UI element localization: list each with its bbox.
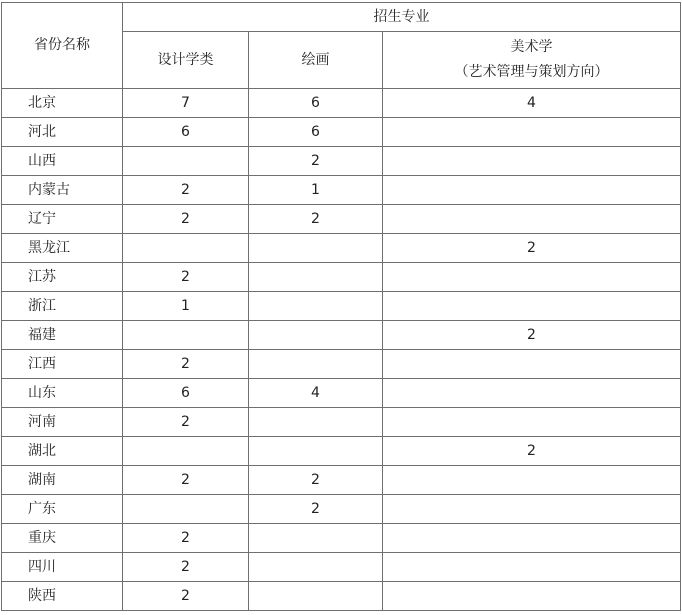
cell-art bbox=[383, 350, 681, 379]
cell-art bbox=[383, 408, 681, 437]
cell-art bbox=[383, 553, 681, 582]
cell-art: 4 bbox=[383, 89, 681, 118]
cell-painting bbox=[249, 553, 383, 582]
table-row bbox=[2, 321, 681, 350]
header-design: 设计学类 bbox=[123, 32, 249, 89]
cell-art bbox=[383, 118, 681, 147]
header-province: 省份名称 bbox=[2, 3, 123, 89]
cell-art: 2 bbox=[383, 234, 681, 263]
table-row bbox=[2, 292, 681, 321]
cell-design bbox=[123, 147, 249, 176]
cell-province: 四川 bbox=[2, 553, 123, 582]
header-art-line2: （艺术管理与策划方向） bbox=[454, 64, 609, 80]
cell-design bbox=[123, 437, 249, 466]
cell-province: 重庆 bbox=[2, 524, 123, 553]
cell-painting bbox=[249, 292, 383, 321]
header-painting: 绘画 bbox=[249, 32, 383, 89]
table-row bbox=[2, 408, 681, 437]
cell-design: 2 bbox=[123, 553, 249, 582]
cell-design bbox=[123, 495, 249, 524]
cell-art bbox=[383, 495, 681, 524]
header-row-top bbox=[2, 3, 681, 32]
cell-art bbox=[383, 147, 681, 176]
cell-painting: 2 bbox=[249, 147, 383, 176]
cell-province: 福建 bbox=[2, 321, 123, 350]
table-row bbox=[2, 176, 681, 205]
table-row bbox=[2, 205, 681, 234]
cell-art bbox=[383, 524, 681, 553]
table-row bbox=[2, 466, 681, 495]
table-row bbox=[2, 263, 681, 292]
cell-painting bbox=[249, 524, 383, 553]
cell-art bbox=[383, 292, 681, 321]
cell-painting: 2 bbox=[249, 205, 383, 234]
cell-design: 6 bbox=[123, 118, 249, 147]
enrollment-quota-table bbox=[1, 2, 681, 611]
cell-province: 黑龙江 bbox=[2, 234, 123, 263]
cell-painting: 6 bbox=[249, 89, 383, 118]
table-row bbox=[2, 379, 681, 408]
cell-painting bbox=[249, 582, 383, 611]
cell-design: 2 bbox=[123, 582, 249, 611]
cell-art: 2 bbox=[383, 321, 681, 350]
cell-painting bbox=[249, 408, 383, 437]
table-row bbox=[2, 582, 681, 611]
cell-design: 2 bbox=[123, 408, 249, 437]
cell-painting bbox=[249, 321, 383, 350]
cell-painting bbox=[249, 234, 383, 263]
table-row bbox=[2, 524, 681, 553]
cell-province: 河南 bbox=[2, 408, 123, 437]
table-row bbox=[2, 495, 681, 524]
table-row bbox=[2, 89, 681, 118]
table-row bbox=[2, 234, 681, 263]
cell-province: 江西 bbox=[2, 350, 123, 379]
cell-province: 江苏 bbox=[2, 263, 123, 292]
cell-province: 山西 bbox=[2, 147, 123, 176]
table-row bbox=[2, 437, 681, 466]
cell-art: 2 bbox=[383, 437, 681, 466]
cell-province: 辽宁 bbox=[2, 205, 123, 234]
cell-design: 7 bbox=[123, 89, 249, 118]
cell-design bbox=[123, 321, 249, 350]
cell-painting: 1 bbox=[249, 176, 383, 205]
cell-design bbox=[123, 234, 249, 263]
cell-design: 1 bbox=[123, 292, 249, 321]
cell-art bbox=[383, 466, 681, 495]
cell-province: 山东 bbox=[2, 379, 123, 408]
cell-province: 湖北 bbox=[2, 437, 123, 466]
cell-painting: 4 bbox=[249, 379, 383, 408]
table-row bbox=[2, 118, 681, 147]
cell-art bbox=[383, 582, 681, 611]
cell-design: 2 bbox=[123, 466, 249, 495]
cell-design: 2 bbox=[123, 263, 249, 292]
cell-painting: 2 bbox=[249, 495, 383, 524]
cell-art bbox=[383, 205, 681, 234]
cell-art bbox=[383, 379, 681, 408]
table-row bbox=[2, 553, 681, 582]
table-body bbox=[2, 89, 681, 611]
cell-province: 内蒙古 bbox=[2, 176, 123, 205]
cell-painting: 6 bbox=[249, 118, 383, 147]
cell-province: 浙江 bbox=[2, 292, 123, 321]
header-art-line1: 美术学 bbox=[510, 39, 553, 56]
cell-painting bbox=[249, 437, 383, 466]
cell-art bbox=[383, 263, 681, 292]
cell-province: 河北 bbox=[2, 118, 123, 147]
cell-design: 2 bbox=[123, 176, 249, 205]
cell-painting: 2 bbox=[249, 466, 383, 495]
cell-province: 湖南 bbox=[2, 466, 123, 495]
table-header bbox=[2, 3, 681, 89]
cell-design: 2 bbox=[123, 524, 249, 553]
cell-art bbox=[383, 176, 681, 205]
cell-design: 2 bbox=[123, 350, 249, 379]
cell-province: 广东 bbox=[2, 495, 123, 524]
cell-painting bbox=[249, 263, 383, 292]
cell-painting bbox=[249, 350, 383, 379]
cell-design: 6 bbox=[123, 379, 249, 408]
cell-design: 2 bbox=[123, 205, 249, 234]
header-majors-group: 招生专业 bbox=[123, 3, 681, 32]
cell-province: 北京 bbox=[2, 89, 123, 118]
table-row bbox=[2, 350, 681, 379]
table-row bbox=[2, 147, 681, 176]
cell-province: 陕西 bbox=[2, 582, 123, 611]
header-art-studies bbox=[383, 32, 681, 89]
